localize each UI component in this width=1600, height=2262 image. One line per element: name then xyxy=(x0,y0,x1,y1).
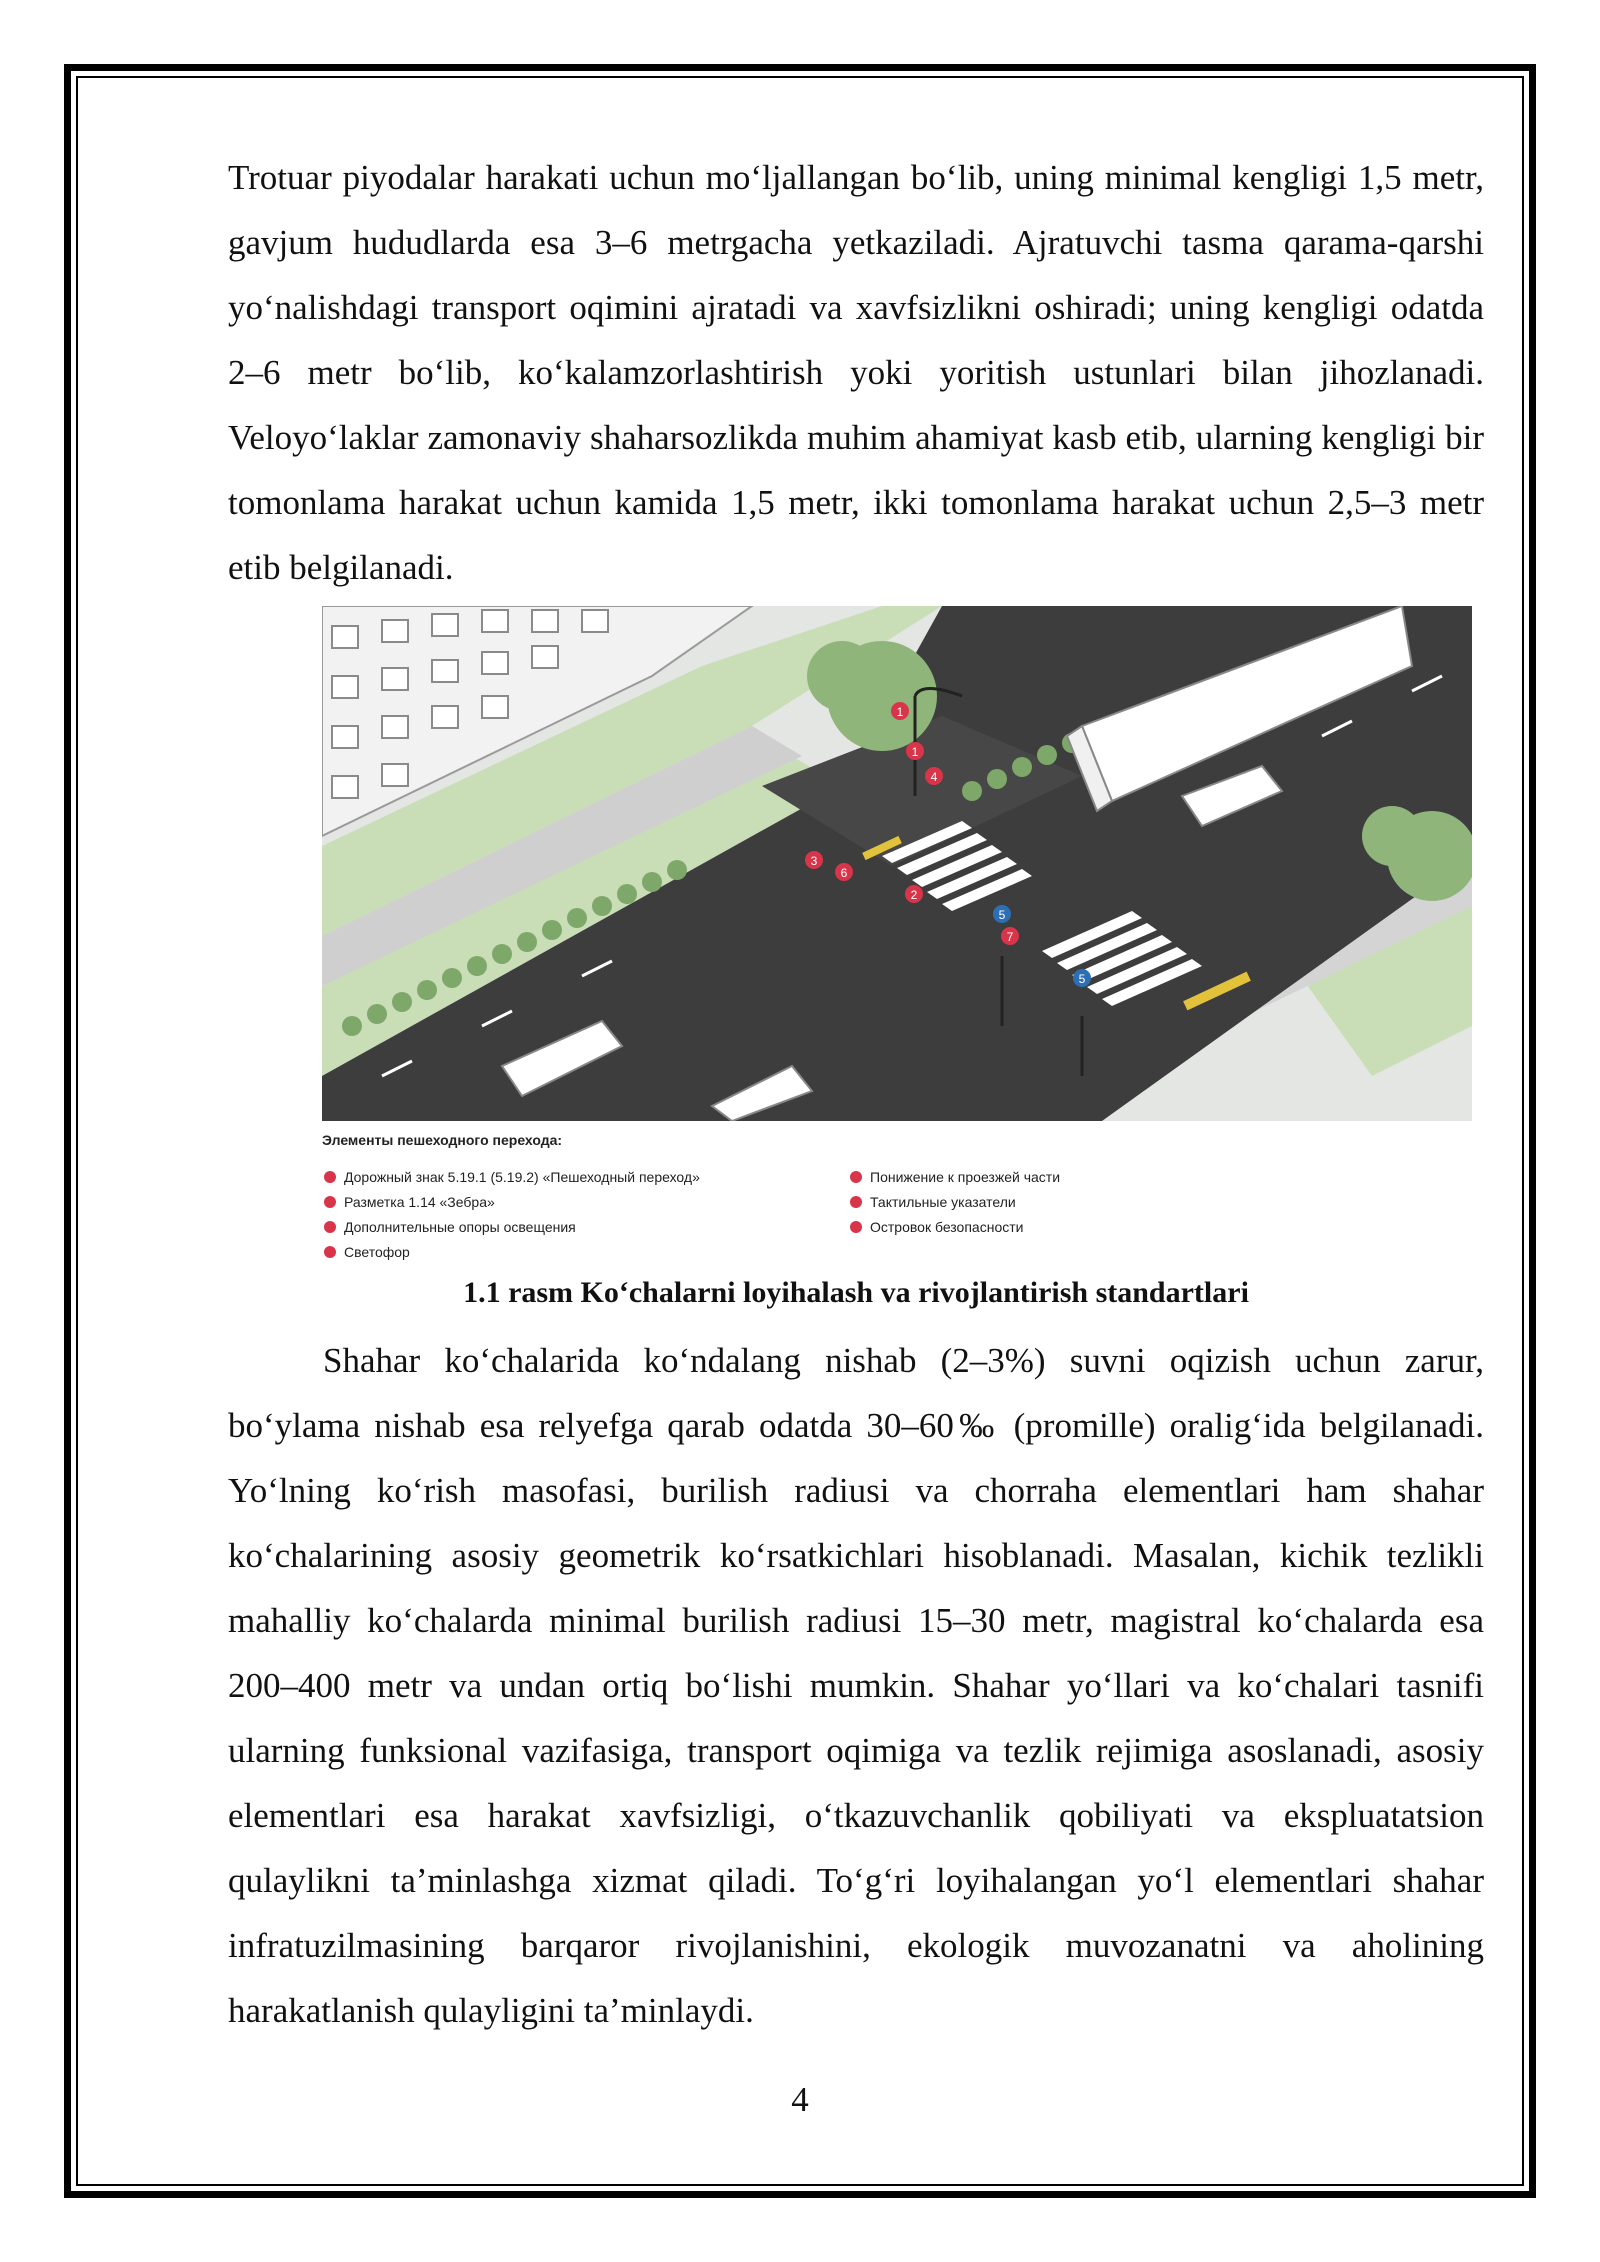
legend-item xyxy=(850,1189,1060,1214)
legend-label: Разметка 1.14 «Зебра» xyxy=(344,1193,495,1210)
legend-bullet-icon xyxy=(850,1196,862,1208)
legend-column-right xyxy=(850,1164,1060,1239)
legend-column-left xyxy=(324,1164,700,1264)
legend-bullet-icon xyxy=(324,1246,336,1258)
legend-label: Понижение к проезжей части xyxy=(870,1168,1061,1185)
legend-item xyxy=(324,1239,700,1264)
legend-label: Светофор xyxy=(344,1243,410,1260)
legend-item xyxy=(324,1214,700,1239)
legend-bullet-icon xyxy=(324,1196,336,1208)
paragraph-1: Trotuar piyodalar harakati uchun mo‘ljallangan bo‘lib, uning minimal kengligi 1,5 metr, gavjum hududlarda esa 3–6 metrgacha yetkaziladi. Ajratuvchi tasma qarama-qarshi yo‘nalishdagi transport oqimini ajratadi va xavfsizlikni oshiradi; uning kengligi odatda 2–6 metr bo‘lib, ko‘kalamzorlashtirish yoki yoritish ustunlari bilan jihozlanadi. Veloyo‘laklar zamonaviy shaharsozlikda muhim ahamiyat kasb etib, ularning kengligi bir tomonlama harakat uchun kamida 1,5 metr, ikki tomonlama harakat uchun 2,5–3 metr etib belgilanadi. xyxy=(228,158,1484,587)
marker-1-label: 1 xyxy=(896,705,904,719)
marker-2-label: 1 xyxy=(911,745,919,759)
marker-7-label: 5 xyxy=(998,908,1006,922)
legend-bullet-icon xyxy=(850,1221,862,1233)
marker-9-label: 5 xyxy=(1078,972,1086,986)
legend-label: Островок безопасности xyxy=(870,1218,1024,1235)
marker-4-label: 3 xyxy=(810,854,818,868)
legend-label: Дополнительные опоры освещения xyxy=(344,1218,576,1235)
legend-item xyxy=(324,1189,700,1214)
legend-item xyxy=(850,1214,1060,1239)
legend-bullet-icon xyxy=(324,1171,336,1183)
marker-8-label: 7 xyxy=(1006,930,1014,944)
legend-item xyxy=(850,1164,1060,1189)
figure-caption: 1.1 rasm Ko‘chalarni loyihalash va rivojlantirish standartlari xyxy=(463,1276,1249,1309)
marker-6-label: 2 xyxy=(910,888,918,902)
paragraph-2: Shahar ko‘chalarida ko‘ndalang nishab (2–3%) suvni oqizish uchun zarur, bo‘ylama nishab esa relyefga qarab odatda 30–60‰ (promille) oralig‘ida belgilanadi. Yo‘lning ko‘rish masofasi, burilish radiusi va chorraha elementlari ham shahar ko‘chalarining asosiy geometrik ko‘rsatkichlari hisoblanadi. Masalan, kichik tezlikli mahalliy ko‘chalarda minimal burilish radiusi 15–30 metr, magistral ko‘chalarda esa 200–400 metr va undan ortiq bo‘lishi mumkin. Shahar yo‘llari va ko‘chalari tasnifi ularning funksional vazifasiga, transport oqimiga va tezlik rejimiga asoslanadi, asosiy elementlari esa harakat xavfsizligi, o‘tkazuvchanlik qobiliyati va ekspluatatsion qulaylikni ta’minlashga xizmat qiladi. To‘g‘ri loyihalangan yo‘l elementlari shahar infratuzilmasining barqaror rivojlanishini, ekologik muvozanatni va aholining harakatlanish qulayligini ta’minlaydi. xyxy=(228,1341,1484,2030)
legend-title: Элементы пешеходного перехода: xyxy=(322,1132,563,1148)
legend-bullet-icon xyxy=(850,1171,862,1183)
legend-item xyxy=(324,1164,700,1189)
marker-3-label: 4 xyxy=(930,770,938,784)
marker-5-label: 6 xyxy=(840,866,848,880)
legend-label: Дорожный знак 5.19.1 (5.19.2) «Пешеходный переход» xyxy=(344,1168,700,1185)
page-number: 4 xyxy=(791,2080,809,2119)
figure-legend xyxy=(322,1128,1472,1263)
legend-label: Тактильные указатели xyxy=(870,1193,1016,1210)
legend-bullet-icon xyxy=(324,1221,336,1233)
illustration-svg xyxy=(322,606,1472,1121)
